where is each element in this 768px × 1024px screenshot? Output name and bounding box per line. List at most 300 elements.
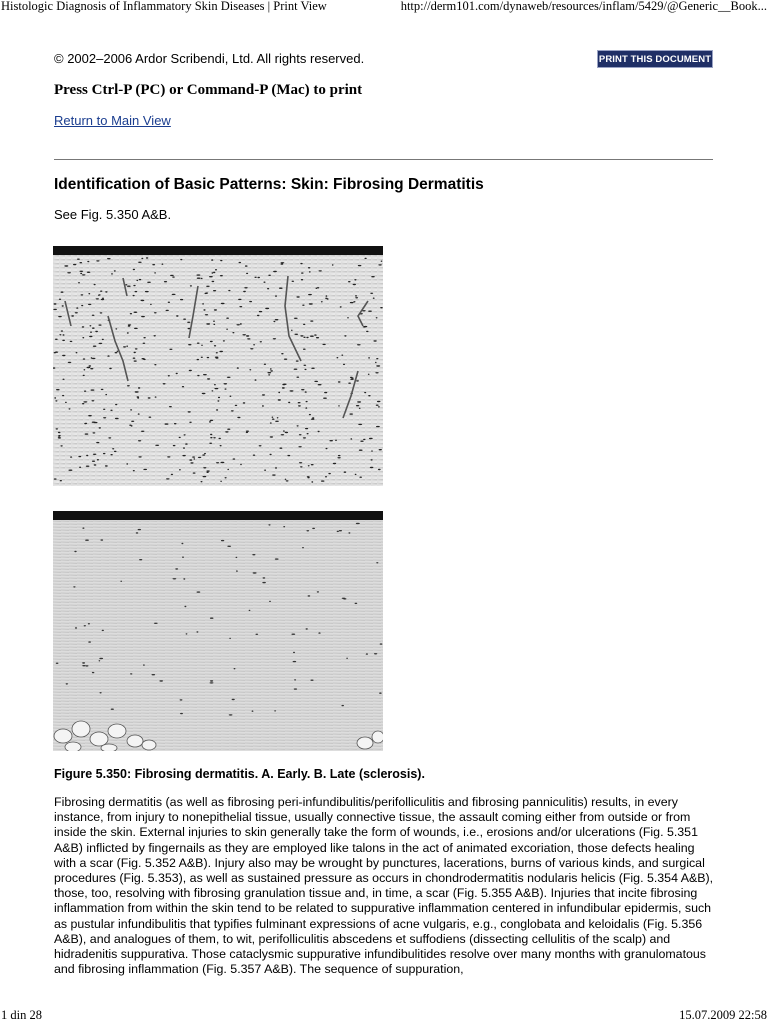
tissue-nucleus-dot	[102, 630, 104, 631]
tissue-nucleus-dot	[174, 423, 177, 424]
tissue-nucleus-dot	[60, 445, 62, 446]
tissue-nucleus-dot	[275, 319, 279, 320]
tissue-nucleus-dot	[173, 578, 177, 579]
tissue-nucleus-dot	[169, 349, 172, 350]
tissue-nucleus-dot	[56, 389, 60, 390]
tissue-nucleus-dot	[373, 298, 375, 299]
tissue-nucleus-dot	[245, 265, 248, 266]
tissue-nucleus-dot	[62, 395, 64, 396]
tissue-nucleus-dot	[303, 437, 306, 438]
tissue-nucleus-dot	[246, 432, 248, 433]
tissue-nucleus-dot	[139, 559, 142, 560]
tissue-nucleus-dot	[90, 368, 93, 369]
tissue-nucleus-dot	[154, 335, 156, 336]
tissue-nucleus-dot	[75, 627, 77, 628]
tissue-nucleus-dot	[212, 281, 215, 282]
tissue-nucleus-dot	[350, 438, 352, 439]
tissue-nucleus-dot	[216, 357, 219, 358]
tissue-nucleus-dot	[318, 384, 322, 385]
tissue-nucleus-dot	[213, 272, 215, 273]
tissue-nucleus-dot	[182, 557, 184, 558]
tissue-nucleus-dot	[202, 454, 205, 455]
tissue-nucleus-dot	[85, 433, 89, 434]
tissue-nucleus-dot	[105, 394, 107, 395]
tissue-nucleus-dot	[93, 454, 97, 455]
tissue-nucleus-dot	[318, 632, 320, 633]
tissue-nucleus-dot	[360, 441, 363, 442]
tissue-nucleus-dot	[202, 303, 204, 304]
tissue-nucleus-dot	[292, 281, 295, 282]
tissue-nucleus-dot	[283, 430, 285, 431]
tissue-nucleus-dot	[310, 320, 313, 321]
tissue-nucleus-dot	[303, 324, 305, 325]
tissue-nucleus-dot	[332, 264, 334, 265]
tissue-nucleus-dot	[96, 298, 99, 299]
page-number: 1 din 28	[1, 1008, 42, 1022]
tissue-nucleus-dot	[316, 337, 319, 338]
tissue-nucleus-dot	[357, 344, 361, 345]
tissue-nucleus-dot	[146, 257, 149, 258]
tissue-nucleus-dot	[211, 259, 213, 260]
tissue-nucleus-dot	[306, 628, 308, 629]
tissue-nucleus-dot	[312, 417, 314, 418]
tissue-nucleus-dot	[91, 389, 95, 390]
tissue-nucleus-dot	[356, 380, 359, 381]
tissue-nucleus-dot	[301, 389, 304, 390]
tissue-nucleus-dot	[206, 470, 209, 471]
tissue-nucleus-dot	[308, 267, 310, 268]
tissue-nucleus-dot	[114, 270, 116, 271]
tissue-nucleus-dot	[294, 688, 297, 689]
tissue-nucleus-dot	[239, 262, 242, 263]
tissue-nucleus-dot	[273, 321, 275, 322]
tissue-nucleus-dot	[87, 272, 91, 273]
tissue-nucleus-dot	[328, 473, 331, 474]
tissue-nucleus-dot	[185, 443, 188, 444]
tissue-nucleus-dot	[127, 385, 130, 386]
tissue-nucleus-dot	[268, 524, 270, 525]
tissue-nucleus-dot	[254, 277, 256, 278]
tissue-nucleus-dot	[88, 304, 91, 305]
tissue-nucleus-dot	[99, 294, 101, 295]
tissue-nucleus-dot	[76, 352, 78, 353]
tissue-nucleus-dot	[239, 306, 242, 307]
tissue-nucleus-dot	[192, 456, 195, 457]
tissue-nucleus-dot	[130, 673, 132, 674]
tissue-nucleus-dot	[182, 386, 184, 387]
tissue-nucleus-dot	[356, 405, 359, 406]
tissue-nucleus-dot	[298, 402, 301, 403]
tissue-nucleus-dot	[214, 384, 216, 385]
tissue-nucleus-dot	[348, 532, 350, 533]
tissue-nucleus-dot	[189, 422, 192, 423]
tissue-nucleus-dot	[311, 368, 315, 369]
tissue-nucleus-dot	[92, 461, 95, 462]
tissue-nucleus-dot	[184, 434, 186, 435]
tissue-nucleus-dot	[154, 272, 156, 273]
tissue-nucleus-dot	[102, 298, 104, 299]
tissue-nucleus-dot	[376, 562, 378, 563]
tissue-nucleus-dot	[213, 321, 215, 322]
tissue-nucleus-dot	[311, 419, 315, 420]
tissue-nucleus-dot	[290, 390, 294, 391]
tissue-nucleus-dot	[134, 352, 136, 353]
tissue-nucleus-dot	[131, 421, 134, 422]
tissue-nucleus-dot	[98, 324, 101, 325]
tissue-nucleus-dot	[169, 406, 172, 407]
tissue-nucleus-dot	[175, 568, 178, 569]
tissue-nucleus-dot	[324, 392, 327, 393]
tissue-nucleus-dot	[165, 423, 169, 424]
tissue-nucleus-dot	[100, 692, 102, 693]
tissue-nucleus-dot	[338, 455, 341, 456]
tissue-nucleus-dot	[85, 540, 89, 541]
tissue-nucleus-dot	[186, 633, 188, 634]
tissue-nucleus-dot	[321, 301, 323, 302]
tissue-nucleus-dot	[275, 467, 277, 468]
tissue-nucleus-dot	[338, 405, 340, 406]
tissue-nucleus-dot	[294, 679, 296, 680]
tissue-nucleus-dot	[82, 665, 85, 666]
tissue-nucleus-dot	[263, 577, 266, 578]
tissue-nucleus-dot	[262, 582, 266, 583]
print-document-button[interactable]: PRINT THIS DOCUMENT	[597, 50, 713, 68]
tissue-nucleus-dot	[58, 316, 62, 317]
tissue-nucleus-dot	[236, 324, 240, 325]
tissue-nucleus-dot	[337, 457, 340, 458]
tissue-nucleus-dot	[250, 348, 253, 349]
tissue-nucleus-dot	[310, 336, 314, 337]
tissue-nucleus-dot	[337, 531, 339, 532]
tissue-nucleus-dot	[154, 364, 156, 365]
tissue-nucleus-dot	[220, 275, 223, 276]
tissue-nucleus-dot	[141, 258, 143, 259]
tissue-nucleus-dot	[350, 302, 354, 303]
tissue-nucleus-dot	[368, 357, 370, 358]
tissue-nucleus-dot	[214, 345, 216, 346]
tissue-nucleus-dot	[92, 422, 96, 423]
tissue-nucleus-dot	[294, 334, 298, 335]
tissue-nucleus-dot	[176, 373, 178, 374]
tissue-nucleus-dot	[90, 332, 92, 333]
tissue-nucleus-dot	[370, 293, 373, 294]
tissue-nucleus-dot	[299, 462, 302, 463]
tissue-nucleus-dot	[82, 662, 85, 663]
tissue-nucleus-dot	[355, 297, 358, 298]
tissue-nucleus-dot	[279, 448, 282, 449]
tissue-nucleus-dot	[173, 445, 176, 446]
tissue-nucleus-dot	[376, 405, 379, 406]
tissue-nucleus-dot	[135, 391, 139, 392]
tissue-nucleus-dot	[294, 318, 298, 319]
tissue-nucleus-dot	[375, 372, 378, 373]
tissue-nucleus-dot	[366, 331, 369, 332]
tissue-nucleus-dot	[223, 340, 225, 341]
tissue-nucleus-dot	[267, 372, 271, 373]
tissue-nucleus-dot	[94, 464, 97, 465]
tissue-nucleus-dot	[308, 294, 312, 295]
return-to-main-view-link[interactable]: Return to Main View	[54, 113, 171, 128]
tissue-nucleus-dot	[368, 374, 370, 375]
tissue-nucleus-dot	[127, 332, 129, 333]
tissue-nucleus-dot	[302, 547, 304, 548]
tissue-nucleus-dot	[70, 456, 72, 457]
tissue-nucleus-dot	[133, 358, 136, 359]
tissue-nucleus-dot	[312, 528, 315, 529]
tissue-nucleus-dot	[247, 338, 250, 339]
tissue-nucleus-dot	[94, 284, 96, 285]
tissue-nucleus-dot	[376, 426, 380, 427]
tissue-nucleus-dot	[141, 316, 145, 317]
tissue-nucleus-dot	[306, 401, 308, 402]
tissue-nucleus-dot	[368, 311, 372, 312]
tissue-nucleus-dot	[179, 437, 181, 438]
tissue-nucleus-dot	[176, 315, 178, 316]
tissue-nucleus-dot	[198, 457, 201, 458]
tissue-nucleus-dot	[127, 286, 131, 287]
tissue-nucleus-dot	[359, 408, 361, 409]
tissue-nucleus-dot	[375, 362, 377, 363]
tissue-nucleus-dot	[184, 606, 186, 607]
tissue-nucleus-dot	[66, 683, 68, 684]
tissue-nucleus-dot	[287, 455, 290, 456]
tissue-nucleus-dot	[213, 437, 216, 438]
tissue-nucleus-dot	[218, 438, 221, 439]
tissue-nucleus-dot	[103, 409, 105, 410]
tissue-nucleus-dot	[135, 348, 138, 349]
tissue-nucleus-dot	[54, 352, 56, 353]
tissue-nucleus-dot	[107, 258, 111, 259]
tissue-nucleus-dot	[130, 313, 132, 314]
tissue-nucleus-dot	[359, 450, 363, 451]
tissue-nucleus-dot	[145, 291, 149, 292]
tissue-nucleus-dot	[226, 318, 229, 319]
tissue-nucleus-dot	[281, 263, 284, 264]
tissue-nucleus-dot	[253, 572, 257, 573]
tissue-nucleus-dot	[371, 450, 373, 451]
tissue-nucleus-dot	[180, 713, 183, 714]
tissue-nucleus-dot	[272, 419, 275, 420]
tissue-nucleus-dot	[83, 401, 87, 402]
tissue-nucleus-dot	[282, 384, 285, 385]
tissue-nucleus-dot	[133, 470, 135, 471]
tissue-nucleus-dot	[134, 360, 137, 361]
tissue-nucleus-dot	[262, 394, 265, 395]
tissue-nucleus-dot	[93, 346, 97, 347]
tissue-nucleus-dot	[203, 309, 205, 310]
tissue-nucleus-dot	[168, 302, 170, 303]
tissue-nucleus-dot	[60, 480, 62, 481]
tissue-nucleus-dot	[68, 470, 72, 471]
tissue-nucleus-dot	[260, 341, 262, 342]
tissue-nucleus-dot	[249, 369, 251, 370]
tissue-nucleus-dot	[79, 467, 81, 468]
tissue-nucleus-dot	[61, 330, 63, 331]
tissue-nucleus-dot	[370, 467, 374, 468]
tissue-nucleus-dot	[366, 653, 368, 654]
tissue-nucleus-dot	[380, 643, 383, 644]
tissue-nucleus-dot	[281, 353, 283, 354]
tissue-nucleus-dot	[374, 653, 377, 654]
tissue-nucleus-dot	[85, 423, 87, 424]
tissue-nucleus-dot	[301, 279, 303, 280]
tissue-nucleus-dot	[212, 272, 214, 273]
tissue-nucleus-dot	[269, 601, 271, 602]
tissue-nucleus-dot	[378, 406, 380, 407]
tissue-nucleus-dot	[305, 407, 307, 408]
tissue-nucleus-dot	[284, 359, 287, 360]
tissue-nucleus-dot	[101, 299, 104, 300]
tissue-nucleus-dot	[64, 265, 68, 266]
tissue-nucleus-dot	[86, 455, 88, 456]
tissue-nucleus-dot	[342, 598, 346, 599]
tissue-nucleus-dot	[305, 428, 308, 429]
tissue-nucleus-dot	[275, 421, 279, 422]
tissue-nucleus-dot	[58, 437, 61, 438]
tissue-nucleus-dot	[203, 476, 207, 477]
tissue-nucleus-dot	[204, 453, 206, 454]
tissue-nucleus-dot	[296, 377, 299, 378]
tissue-nucleus-dot	[105, 465, 108, 466]
tissue-nucleus-dot	[246, 273, 248, 274]
tissue-nucleus-dot	[62, 340, 65, 341]
tissue-nucleus-dot	[138, 529, 141, 530]
tissue-nucleus-dot	[54, 397, 56, 398]
tissue-nucleus-dot	[201, 481, 203, 482]
tissue-nucleus-dot	[188, 344, 191, 345]
tissue-nucleus-dot	[329, 440, 333, 441]
tissue-nucleus-dot	[139, 279, 142, 280]
tissue-nucleus-dot	[339, 530, 342, 531]
tissue-nucleus-dot	[355, 474, 357, 475]
tissue-nucleus-dot	[183, 319, 186, 320]
tissue-nucleus-dot	[138, 413, 140, 414]
tissue-nucleus-dot	[197, 375, 199, 376]
tissue-nucleus-dot	[56, 428, 59, 429]
tissue-nucleus-dot	[202, 393, 206, 394]
figure-caption: Figure 5.350: Fibrosing dermatitis. A. Early. B. Late (sclerosis).	[54, 767, 425, 781]
tissue-nucleus-dot	[301, 272, 304, 273]
tissue-nucleus-dot	[286, 480, 289, 481]
tissue-nucleus-dot	[308, 595, 311, 596]
tissue-nucleus-dot	[63, 334, 65, 335]
tissue-nucleus-dot	[303, 365, 306, 366]
tissue-nucleus-dot	[235, 405, 238, 406]
tissue-nucleus-dot	[214, 388, 218, 389]
page-title-header: Histologic Diagnosis of Inflammatory Skin Diseases | Print View	[1, 0, 327, 13]
tissue-nucleus-dot	[82, 274, 86, 275]
tissue-nucleus-dot	[220, 445, 222, 446]
tissue-nucleus-dot	[76, 307, 78, 308]
tissue-nucleus-dot	[194, 458, 196, 459]
tissue-nucleus-dot	[56, 663, 59, 664]
tissue-nucleus-dot	[115, 404, 117, 405]
tissue-nucleus-dot	[300, 263, 302, 264]
tissue-nucleus-dot	[322, 344, 325, 345]
tissue-nucleus-dot	[363, 326, 366, 327]
tissue-nucleus-dot	[189, 459, 192, 460]
tissue-nucleus-dot	[307, 433, 309, 434]
tissue-nucleus-dot	[300, 335, 303, 336]
tissue-nucleus-dot	[99, 660, 101, 661]
tissue-nucleus-dot	[181, 543, 183, 544]
tissue-nucleus-dot	[128, 325, 131, 326]
tissue-nucleus-dot	[71, 315, 74, 316]
tissue-nucleus-dot	[141, 300, 145, 301]
tissue-nucleus-dot	[227, 377, 231, 378]
print-timestamp: 15.07.2009 22:58	[679, 1008, 767, 1022]
tissue-nucleus-dot	[277, 417, 279, 418]
tissue-nucleus-dot	[95, 331, 98, 332]
tissue-nucleus-dot	[102, 339, 104, 340]
tissue-nucleus-dot	[84, 625, 86, 626]
tissue-nucleus-dot	[78, 456, 81, 457]
tissue-nucleus-dot	[171, 474, 173, 475]
tissue-nucleus-dot	[196, 274, 200, 275]
tissue-nucleus-dot	[205, 314, 208, 315]
tissue-nucleus-dot	[128, 324, 131, 325]
tissue-nucleus-dot	[296, 360, 299, 361]
tissue-nucleus-dot	[325, 476, 327, 477]
tissue-nucleus-dot	[96, 442, 99, 443]
tissue-nucleus-dot	[136, 532, 139, 533]
tissue-nucleus-dot	[368, 395, 370, 396]
tissue-nucleus-dot	[207, 357, 210, 358]
tissue-nucleus-dot	[92, 432, 95, 433]
tissue-nucleus-dot	[337, 357, 339, 358]
tissue-nucleus-dot	[193, 472, 196, 473]
tissue-nucleus-dot	[371, 459, 373, 460]
tissue-nucleus-dot	[111, 709, 114, 710]
tissue-nucleus-dot	[206, 472, 208, 473]
tissue-nucleus-dot	[236, 557, 238, 558]
tissue-nucleus-dot	[351, 377, 353, 378]
tissue-nucleus-dot	[180, 699, 183, 700]
tissue-nucleus-dot	[154, 623, 158, 624]
tissue-nucleus-dot	[323, 398, 327, 399]
tissue-nucleus-dot	[110, 454, 112, 455]
tissue-nucleus-dot	[53, 309, 57, 310]
tissue-nucleus-dot	[115, 328, 117, 329]
tissue-nucleus-dot	[306, 337, 308, 338]
section-title: Identification of Basic Patterns: Skin: Fibrosing Dermatitis	[54, 176, 484, 193]
tissue-nucleus-dot	[54, 478, 57, 479]
tissue-nucleus-dot	[83, 375, 85, 376]
tissue-nucleus-dot	[229, 638, 231, 639]
tissue-nucleus-dot	[353, 284, 356, 285]
tissue-nucleus-dot	[335, 440, 337, 441]
tissue-nucleus-dot	[232, 332, 234, 333]
tissue-nucleus-dot	[190, 462, 193, 463]
tissue-nucleus-dot	[220, 481, 222, 482]
tissue-nucleus-dot	[341, 355, 343, 356]
tissue-nucleus-dot	[358, 265, 362, 266]
figure-reference: See Fig. 5.350 A&B.	[54, 207, 172, 222]
tissue-nucleus-dot	[350, 379, 354, 380]
tissue-nucleus-dot	[162, 264, 164, 265]
tissue-nucleus-dot	[212, 390, 214, 391]
tissue-nucleus-dot	[274, 710, 276, 711]
tissue-nucleus-dot	[354, 279, 356, 280]
tissue-nucleus-dot	[117, 351, 119, 352]
tissue-nucleus-dot	[369, 438, 373, 439]
tissue-nucleus-dot	[148, 397, 151, 398]
tissue-nucleus-dot	[69, 408, 71, 409]
tissue-nucleus-dot	[210, 341, 213, 342]
tissue-nucleus-dot	[357, 401, 361, 402]
tissue-nucleus-dot	[80, 273, 82, 274]
tissue-nucleus-dot	[210, 680, 213, 681]
